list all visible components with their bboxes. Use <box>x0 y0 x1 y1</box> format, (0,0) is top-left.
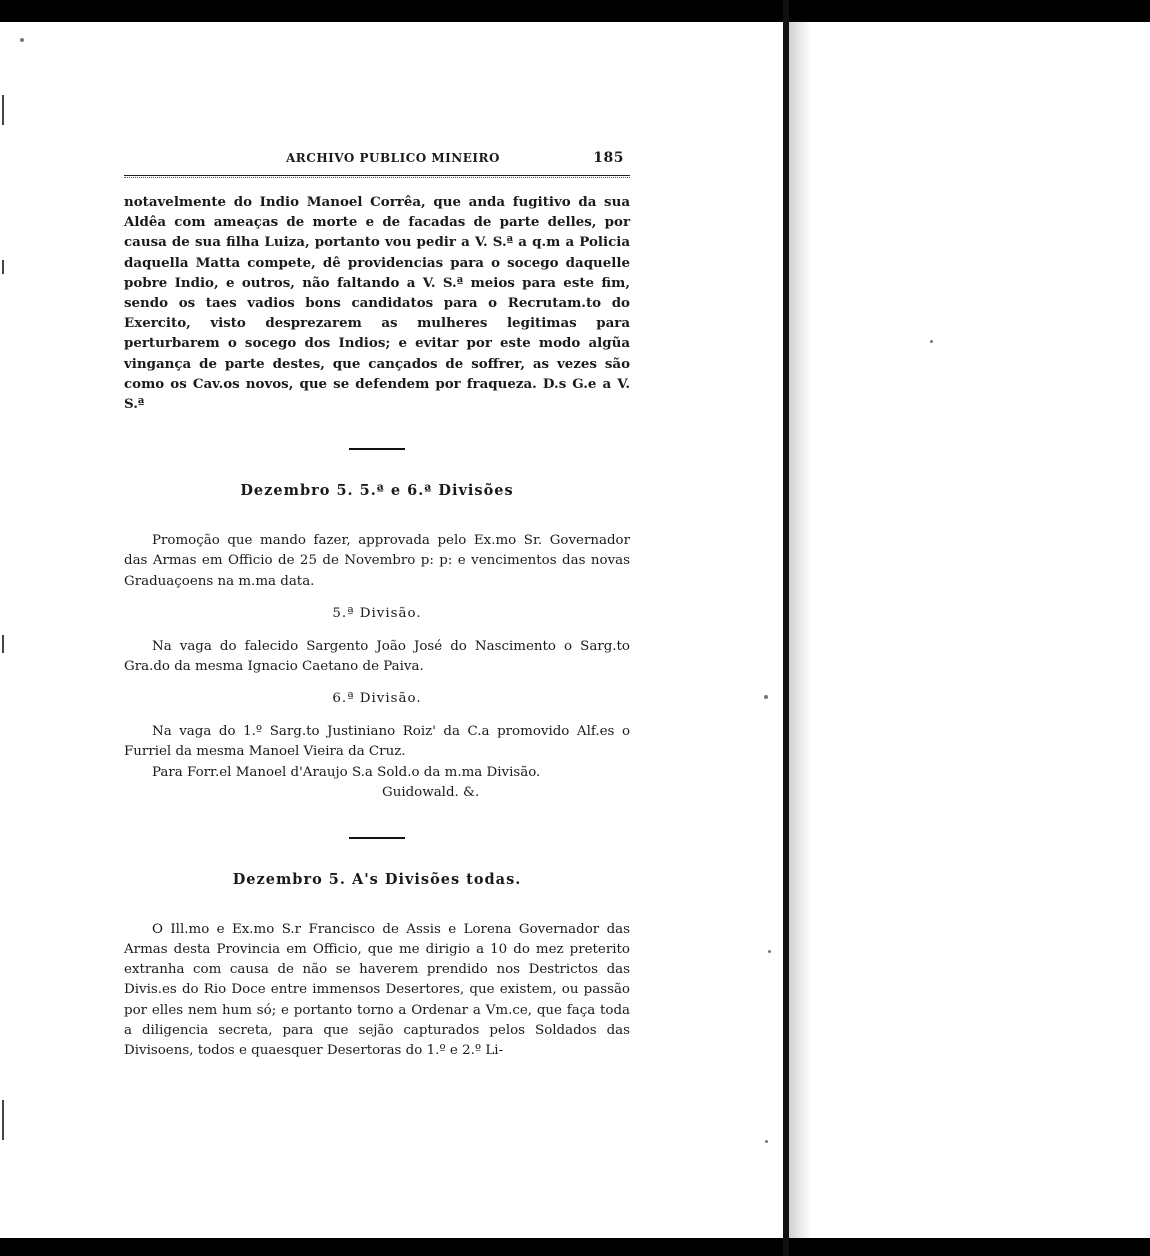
scan-speck <box>768 950 771 953</box>
subheading: 5.ª Divisão. <box>332 605 422 621</box>
paragraph: Promoção que mando fazer, approvada pelo Ex.mo Sr. Governador das Armas em Officio de 25 de Novembro p: p: e vencimentos das novas Graduaçoens na m.ma data. <box>124 533 630 589</box>
section-title: Dezembro 5. 5.ª e 6.ª Divisões <box>240 482 514 500</box>
paragraph: Para Forr.el Manoel d'Araujo S.a Sold.o da m.ma Divisão. <box>152 764 541 780</box>
page-number: 185 <box>593 150 624 166</box>
edge-mark <box>2 1100 4 1140</box>
scan-border-bottom <box>0 1238 1150 1256</box>
section-separator <box>349 837 405 839</box>
scan-speck <box>20 38 24 42</box>
subheading: 6.ª Divisão. <box>332 691 422 707</box>
paragraph: Na vaga do 1.º Sarg.to Justiniano Roiz' da C.a promovido Alf.es o Furriel da mesma Manoel Vieira da Cruz. <box>124 724 630 760</box>
scan-speck <box>764 695 768 699</box>
scan-speck <box>930 340 933 343</box>
section-separator <box>349 448 405 450</box>
signature: Guidowald. &. <box>382 784 480 800</box>
paragraph: Na vaga do falecido Sargento João José do Nascimento o Sarg.to Gra.do da mesma Ignacio Caetano de Paiva. <box>124 638 630 675</box>
edge-mark <box>2 635 4 653</box>
gutter-shadow <box>789 0 811 1256</box>
section-title: Dezembro 5. A's Divisões todas. <box>232 870 522 888</box>
edge-mark <box>2 260 4 274</box>
scan-border-top <box>0 0 1150 22</box>
header-rule <box>124 175 630 178</box>
paragraph: O Ill.mo e Ex.mo S.r Francisco de Assis e Lorena Governador das Armas desta Provincia em Officio, que me dirigio a 10 do mez preterito extranha com causa de não se haverem prendido nos Destrictos das Divis.es do Rio Doce entre immensos Desertores, que existem, ou passão por elles nem hum só; e portanto torno a Ordenar a Vm.ce, que faça toda a diligencia secreta, para que sejão capturados pelos Soldados das Divisoens, todos e quaesquer Desertoras do 1.º e 2.º Li- <box>124 921 630 1059</box>
edge-mark <box>2 95 4 125</box>
running-head <box>124 150 630 166</box>
paragraph-continuation: notavelmente do Indio Manoel Corrêa, que anda fugitivo da sua Aldêa com ameaças de morte e de facadas de parte delles, por causa de sua filha Luiza, portanto vou pedir a V. S.ª a q.m a Policia daquella Matta compete, dê providencias para o socego daquelle pobre Indio, e outros, não faltando a V. S.ª meios para este fim, sendo os taes vadios bons candidatos para o Recrutam.to do Exercito, visto desprezarem as mulheres legitimas para perturbarem o socego dos Indios; e evitar por este modo algũa vingança de parte destes, que cançados de soffrer, as vezes são como os Cav.os novos, que se defendem por fraqueza. D.s G.e a V. S.ª <box>124 194 630 413</box>
scan-speck <box>765 1140 768 1143</box>
document-page <box>124 150 630 1061</box>
running-title: ARCHIVO PUBLICO MINEIRO <box>286 151 500 165</box>
